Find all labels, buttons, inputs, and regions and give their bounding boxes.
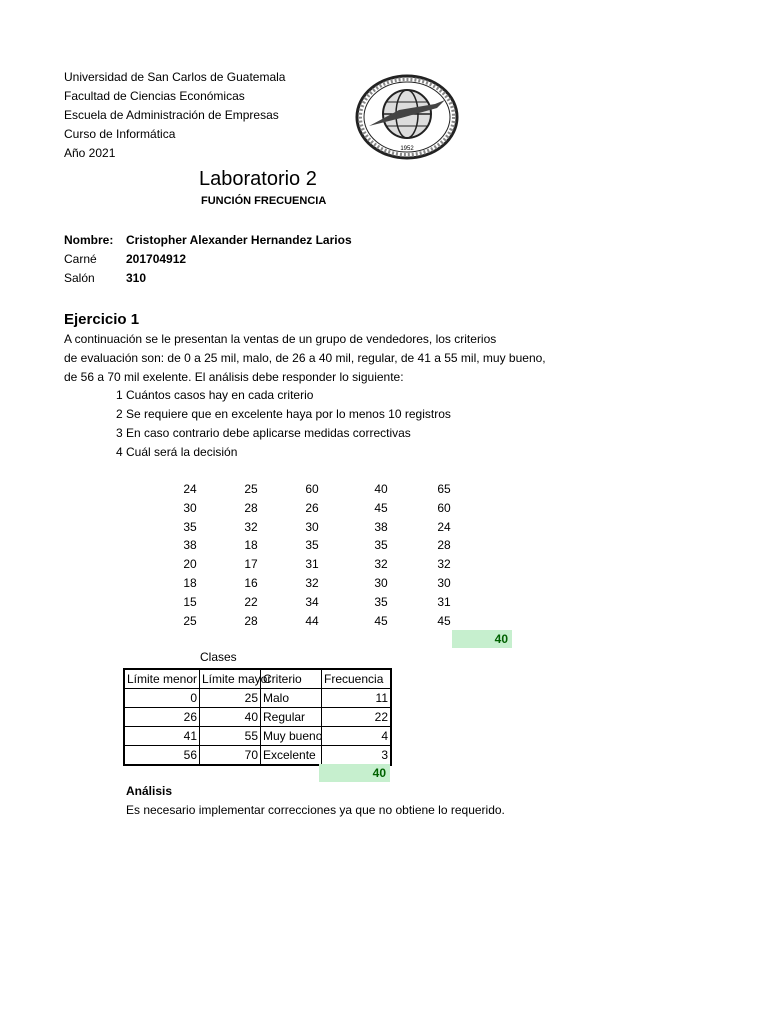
limite-menor-cell: 41	[124, 727, 200, 746]
classes-label: Clases	[200, 650, 237, 664]
question-text: En caso contrario debe aplicarse medidas correctivas	[126, 426, 411, 440]
limite-menor-cell: 26	[124, 708, 200, 727]
data-cell: 32	[305, 576, 319, 590]
question-text: Cuántos casos hay en cada criterio	[126, 388, 314, 402]
header-frecuencia: Frecuencia	[322, 669, 392, 689]
question-text: Se requiere que en excelente haya por lo menos 10 registros	[126, 407, 451, 421]
header-criterio: Criterio	[261, 669, 322, 689]
exercise-title: Ejercicio 1	[64, 311, 140, 328]
question-number: 1	[116, 388, 123, 402]
data-cell: 17	[244, 557, 258, 572]
criterio-cell: Malo	[261, 689, 322, 708]
criterio-cell: Regular	[261, 708, 322, 727]
exercise-line: de evaluación son: de 0 a 25 mil, malo, de 26 a 40 mil, regular, de 41 a 55 mil, muy bueno,	[64, 351, 546, 365]
data-cell: 25	[183, 613, 197, 628]
data-cell: 45	[437, 613, 451, 628]
student-carne: 201704912	[126, 252, 187, 266]
data-cell: 45	[374, 613, 388, 628]
data-cell: 40	[374, 482, 388, 496]
table-row	[124, 746, 391, 766]
data-cell: 30	[437, 576, 451, 590]
salon-label: Salón	[64, 271, 95, 285]
name-label: Nombre:	[64, 233, 114, 247]
data-cell: 25	[244, 482, 258, 496]
data-cell: 18	[183, 576, 197, 590]
page-title: Laboratorio 2	[199, 168, 317, 190]
data-cell: 31	[305, 557, 319, 572]
criterio-cell: Muy bueno	[261, 727, 322, 746]
frecuencia-cell: 22	[322, 708, 392, 727]
data-cell: 28	[437, 538, 451, 553]
data-cell: 32	[374, 557, 388, 572]
data-cell: 28	[244, 613, 258, 628]
question-number: 2	[116, 407, 123, 421]
carne-label: Carné	[64, 252, 97, 266]
data-cell: 32	[244, 519, 258, 534]
limite-mayor-cell: 25	[200, 689, 261, 708]
student-name: Cristopher Alexander Hernandez Larios	[126, 233, 352, 247]
data-cell: 38	[374, 519, 388, 534]
limite-mayor-cell: 70	[200, 746, 261, 766]
data-cell: 32	[437, 557, 451, 572]
header-limite-menor: Límite menor	[124, 669, 200, 689]
data-cell: 60	[437, 500, 451, 515]
criterio-cell: Excelente	[261, 746, 322, 766]
frecuencia-cell: 4	[322, 727, 392, 746]
header-limite-mayor: Límite mayor	[200, 669, 261, 689]
data-cell: 24	[437, 519, 451, 534]
data-cell: 34	[305, 594, 319, 609]
data-cell: 15	[183, 594, 197, 609]
data-cell: 35	[374, 594, 388, 609]
faculty-name: Facultad de Ciencias Económicas	[64, 89, 245, 103]
table-row	[124, 727, 391, 746]
data-cell: 16	[244, 576, 258, 590]
data-cell: 35	[374, 538, 388, 553]
analysis-label: Análisis	[126, 784, 173, 798]
data-cell: 30	[183, 500, 197, 515]
table-row	[124, 708, 391, 727]
school-name: Escuela de Administración de Empresas	[64, 108, 279, 122]
data-cell: 35	[305, 538, 319, 553]
analysis-text: Es necesario implementar correcciones ya que no obtiene lo requerido.	[126, 803, 505, 817]
exercise-line: de 56 a 70 mil exelente. El análisis debe responder lo siguiente:	[64, 370, 404, 384]
frecuencia-cell: 11	[322, 689, 392, 708]
frequency-total-cell: 40	[319, 764, 390, 782]
data-cell: 65	[437, 482, 451, 496]
university-name: Universidad de San Carlos de Guatemala	[64, 70, 286, 84]
table-header-row	[124, 669, 391, 689]
data-cell: 30	[374, 576, 388, 590]
limite-mayor-cell: 40	[200, 708, 261, 727]
data-cell: 20	[183, 557, 197, 572]
data-cell: 26	[305, 500, 319, 515]
data-cell: 30	[305, 519, 319, 534]
question-number: 3	[116, 426, 123, 440]
data-cell: 45	[374, 500, 388, 515]
data-cell: 38	[183, 538, 197, 553]
data-cell: 22	[244, 594, 258, 609]
question-number: 4	[116, 445, 123, 459]
frequency-table	[123, 668, 392, 766]
data-cell: 24	[183, 482, 197, 496]
limite-menor-cell: 0	[124, 689, 200, 708]
student-salon: 310	[126, 271, 147, 285]
page-subtitle: FUNCIÓN FRECUENCIA	[201, 195, 327, 207]
limite-mayor-cell: 55	[200, 727, 261, 746]
exercise-line: A continuación se le presentan la ventas de un grupo de vendedores, los criterios	[64, 332, 497, 346]
university-seal-logo	[355, 74, 459, 163]
data-cell: 44	[305, 613, 319, 628]
data-cell: 28	[244, 500, 258, 515]
frecuencia-cell: 3	[322, 746, 392, 766]
question-text: Cuál será la decisión	[126, 445, 238, 459]
data-cell: 35	[183, 519, 197, 534]
year-label: Año 2021	[64, 146, 116, 160]
svg-text:1952: 1952	[400, 146, 414, 152]
limite-menor-cell: 56	[124, 746, 200, 766]
data-cell: 18	[244, 538, 258, 553]
data-cell: 31	[437, 594, 451, 609]
data-total-cell: 40	[452, 630, 512, 648]
table-row	[124, 689, 391, 708]
course-name: Curso de Informática	[64, 127, 176, 141]
data-cell: 60	[305, 482, 319, 496]
